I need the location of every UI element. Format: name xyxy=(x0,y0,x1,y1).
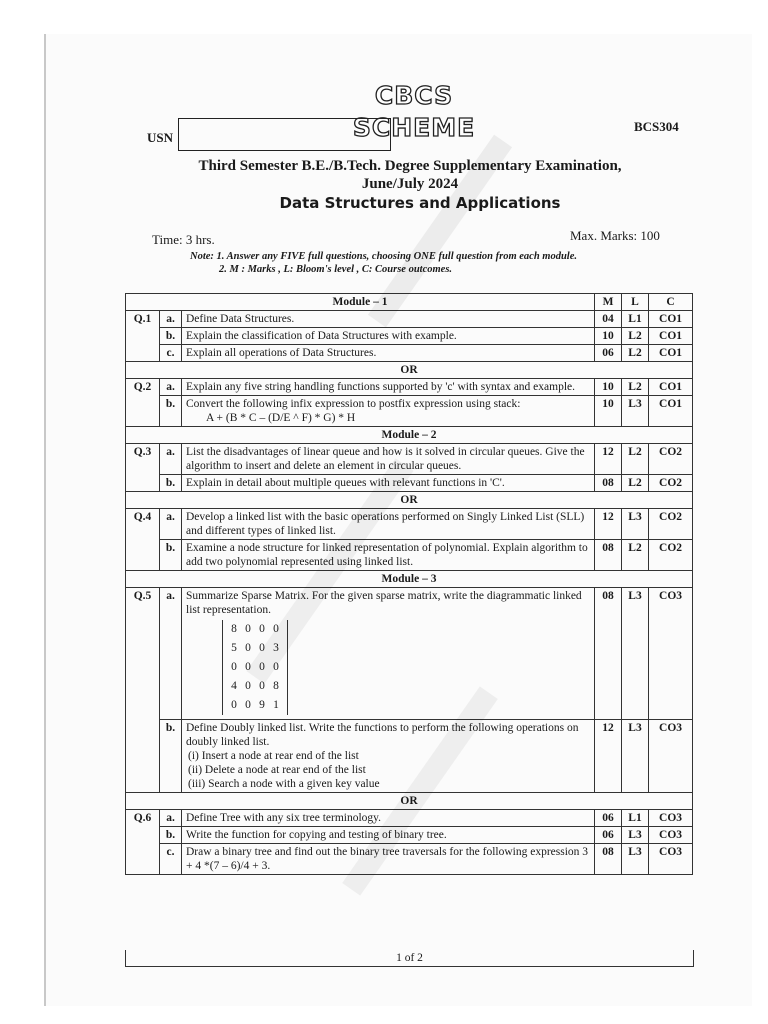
matrix-cell: 0 xyxy=(231,661,237,673)
matrix-cell: 0 xyxy=(259,680,265,692)
outcome-cell: CO3 xyxy=(649,844,693,875)
question-text: Define Tree with any six tree terminology. xyxy=(182,810,595,827)
part-label: a. xyxy=(160,509,182,540)
part-label: a. xyxy=(160,444,182,475)
question-text xyxy=(182,588,595,720)
module-2-header-row xyxy=(126,427,693,444)
marks-cell: 06 xyxy=(595,345,622,362)
module-3-header-row xyxy=(126,571,693,588)
part-label: c. xyxy=(160,844,182,875)
matrix-cell: 0 xyxy=(259,623,265,635)
matrix-cell: 4 xyxy=(231,680,237,692)
question-text: List the disadvantages of linear queue and how is it solved in circular queues. Give the algorithm to insert and delete an element in circular queues. xyxy=(182,444,595,475)
matrix-row xyxy=(227,620,283,639)
col-level-heading: L xyxy=(622,294,649,311)
matrix-cell: 0 xyxy=(259,661,265,673)
marks-cell: 10 xyxy=(595,328,622,345)
marks-cell: 08 xyxy=(595,540,622,571)
level-cell: L2 xyxy=(622,328,649,345)
part-label: a. xyxy=(160,379,182,396)
question-text: Explain in detail about multiple queues with relevant functions in 'C'. xyxy=(182,475,595,492)
table-row xyxy=(126,475,693,492)
note-line1: Note: 1. Answer any FIVE full questions, choosing ONE full question from each module. xyxy=(190,251,577,262)
level-cell: L3 xyxy=(622,720,649,793)
sub-item: (ii) Delete a node at rear end of the list xyxy=(188,764,366,776)
marks-cell: 04 xyxy=(595,311,622,328)
sparse-matrix xyxy=(222,620,288,715)
col-marks-heading: M xyxy=(595,294,622,311)
table-row xyxy=(126,827,693,844)
exam-title xyxy=(150,157,670,193)
question-number: Q.5 xyxy=(126,588,160,793)
table-row xyxy=(126,540,693,571)
level-cell: L2 xyxy=(622,444,649,475)
question-text: Write the function for copying and testing of binary tree. xyxy=(182,827,595,844)
marks-cell: 10 xyxy=(595,379,622,396)
matrix-cell: 0 xyxy=(245,623,251,635)
marks-cell: 08 xyxy=(595,588,622,720)
level-cell: L2 xyxy=(622,379,649,396)
instructions-note xyxy=(190,250,577,276)
outcome-cell: CO1 xyxy=(649,328,693,345)
or-row xyxy=(126,793,693,810)
page-number: 1 of 2 xyxy=(125,950,694,967)
module-2-heading: Module – 2 xyxy=(126,427,693,444)
marks-cell: 06 xyxy=(595,810,622,827)
module-1-header-row xyxy=(126,294,693,311)
question-number: Q.2 xyxy=(126,379,160,427)
table-row xyxy=(126,345,693,362)
matrix-cell: 0 xyxy=(245,642,251,654)
outcome-cell: CO1 xyxy=(649,311,693,328)
outcome-cell: CO2 xyxy=(649,540,693,571)
question-number: Q.4 xyxy=(126,509,160,571)
level-cell: L1 xyxy=(622,810,649,827)
part-label: b. xyxy=(160,475,182,492)
marks-cell: 08 xyxy=(595,844,622,875)
part-label: b. xyxy=(160,720,182,793)
level-cell: L3 xyxy=(622,844,649,875)
question-text: Explain all operations of Data Structures. xyxy=(182,345,595,362)
or-row xyxy=(126,492,693,509)
question-number: Q.1 xyxy=(126,311,160,362)
or-divider: OR xyxy=(126,362,693,379)
level-cell: L1 xyxy=(622,311,649,328)
question-text xyxy=(182,720,595,793)
marks-cell: 06 xyxy=(595,827,622,844)
or-divider: OR xyxy=(126,492,693,509)
marks-cell: 12 xyxy=(595,720,622,793)
time-allowed: Time: 3 hrs. xyxy=(152,232,215,247)
matrix-cell: 0 xyxy=(245,661,251,673)
part-label: b. xyxy=(160,540,182,571)
question-text: Define Data Structures. xyxy=(182,311,595,328)
question-text-line: Define Doubly linked list. Write the functions to perform the following operations on doubly linked list. xyxy=(186,722,579,748)
part-label: b. xyxy=(160,827,182,844)
part-label: b. xyxy=(160,396,182,427)
or-divider: OR xyxy=(126,793,693,810)
sub-item: (i) Insert a node at rear end of the list xyxy=(188,750,359,762)
max-marks: Max. Marks: 100 xyxy=(570,228,660,243)
matrix-cell: 0 xyxy=(245,680,251,692)
part-label: b. xyxy=(160,328,182,345)
question-text: Examine a node structure for linked representation of polynomial. Explain algorithm to add two polynomial represented using linked list. xyxy=(182,540,595,571)
question-text: Draw a binary tree and find out the binary tree traversals for the following expression 3 + 4 *(7 – 6)/4 + 3. xyxy=(182,844,595,875)
matrix-row xyxy=(227,639,283,658)
module-1-heading: Module – 1 xyxy=(126,294,595,311)
matrix-cell: 0 xyxy=(273,623,279,635)
question-number: Q.3 xyxy=(126,444,160,492)
matrix-cell: 9 xyxy=(259,699,265,711)
table-row xyxy=(126,379,693,396)
outcome-cell: CO1 xyxy=(649,396,693,427)
sub-item: (iii) Search a node with a given key value xyxy=(188,778,380,790)
table-row xyxy=(126,328,693,345)
or-row xyxy=(126,362,693,379)
level-cell: L2 xyxy=(622,475,649,492)
part-label: a. xyxy=(160,311,182,328)
question-text-line: Summarize Sparse Matrix. For the given sparse matrix, write the diagrammatic linked list representation. xyxy=(186,590,582,616)
matrix-cell: 8 xyxy=(273,680,279,692)
usn-entry-box xyxy=(178,118,391,151)
table-row xyxy=(126,509,693,540)
part-label: a. xyxy=(160,810,182,827)
question-table xyxy=(125,293,693,875)
matrix-row xyxy=(227,677,283,696)
table-row xyxy=(126,844,693,875)
outcome-cell: CO2 xyxy=(649,444,693,475)
matrix-cell: 0 xyxy=(231,699,237,711)
note-line2: 2. M : Marks , L: Bloom's level , C: Course outcomes. xyxy=(219,264,453,275)
level-cell: L2 xyxy=(622,540,649,571)
module-3-heading: Module – 3 xyxy=(126,571,693,588)
cbcs-scheme-logo: CBCS SCHEME xyxy=(352,81,476,142)
question-text: Explain the classification of Data Structures with example. xyxy=(182,328,595,345)
marks-cell: 12 xyxy=(595,509,622,540)
question-text-line: Convert the following infix expression to postfix expression using stack: xyxy=(186,398,521,410)
outcome-cell: CO3 xyxy=(649,720,693,793)
matrix-cell: 0 xyxy=(245,699,251,711)
matrix-row xyxy=(227,696,283,715)
matrix-cell: 1 xyxy=(273,699,279,711)
matrix-cell: 5 xyxy=(231,642,237,654)
table-row xyxy=(126,720,693,793)
level-cell: L3 xyxy=(622,396,649,427)
outcome-cell: CO3 xyxy=(649,827,693,844)
part-label: a. xyxy=(160,588,182,720)
level-cell: L3 xyxy=(622,827,649,844)
course-code: BCS304 xyxy=(634,119,679,134)
matrix-cell: 0 xyxy=(259,642,265,654)
usn-label: USN xyxy=(147,130,174,145)
matrix-cell: 0 xyxy=(273,661,279,673)
question-text: Explain any five string handling functions supported by 'c' with syntax and example. xyxy=(182,379,595,396)
exam-title-line1: Third Semester B.E./B.Tech. Degree Supplementary Examination, xyxy=(198,158,622,174)
col-outcome-heading: C xyxy=(649,294,693,311)
outcome-cell: CO2 xyxy=(649,475,693,492)
infix-expression: A + (B * C – (D/E ^ F) * G) * H xyxy=(206,412,356,424)
marks-cell: 12 xyxy=(595,444,622,475)
marks-cell: 08 xyxy=(595,475,622,492)
question-text: Develop a linked list with the basic operations performed on Singly Linked List (SLL) and different types of linked list. xyxy=(182,509,595,540)
table-row xyxy=(126,588,693,720)
outcome-cell: CO1 xyxy=(649,345,693,362)
part-label: c. xyxy=(160,345,182,362)
outcome-cell: CO3 xyxy=(649,588,693,720)
question-text xyxy=(182,396,595,427)
level-cell: L3 xyxy=(622,588,649,720)
outcome-cell: CO1 xyxy=(649,379,693,396)
matrix-row xyxy=(227,658,283,677)
table-row xyxy=(126,810,693,827)
exam-title-line2: June/July 2024 xyxy=(361,176,459,192)
matrix-cell: 3 xyxy=(273,642,279,654)
level-cell: L2 xyxy=(622,345,649,362)
question-number: Q.6 xyxy=(126,810,160,875)
marks-cell: 10 xyxy=(595,396,622,427)
matrix-cell: 8 xyxy=(231,623,237,635)
table-row xyxy=(126,444,693,475)
outcome-cell: CO3 xyxy=(649,810,693,827)
table-row xyxy=(126,311,693,328)
outcome-cell: CO2 xyxy=(649,509,693,540)
table-row xyxy=(126,396,693,427)
level-cell: L3 xyxy=(622,509,649,540)
subject-title: Data Structures and Applications xyxy=(279,194,561,212)
